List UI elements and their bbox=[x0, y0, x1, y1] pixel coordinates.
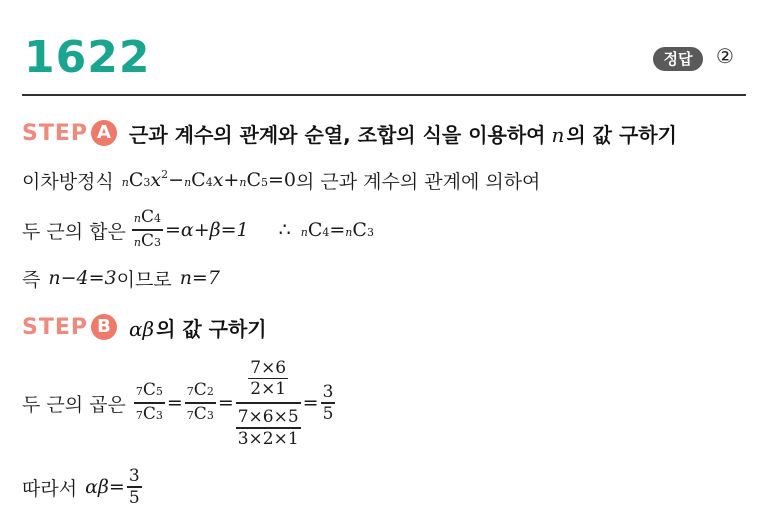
final-fraction bbox=[127, 466, 142, 508]
problem-number: 1622 bbox=[24, 32, 151, 83]
step-a-label: STEP bbox=[22, 120, 89, 146]
var-x: x bbox=[150, 169, 162, 191]
product-fraction-1 bbox=[134, 380, 165, 426]
sub-7: 7 bbox=[135, 385, 143, 399]
sub-n: n bbox=[121, 176, 129, 189]
sub-n: n bbox=[345, 226, 353, 239]
product-result-fraction bbox=[321, 382, 336, 424]
comb-c: C bbox=[191, 169, 206, 191]
inner-denominator-bottom: 3×2×1 bbox=[237, 428, 299, 449]
comb-c: C bbox=[128, 169, 144, 191]
comb-c: C bbox=[142, 403, 156, 424]
sub-7: 7 bbox=[186, 385, 194, 399]
step-b-title bbox=[129, 313, 267, 342]
sub-5: 5 bbox=[155, 385, 163, 399]
step-a-title-post: 의 값 구하기 bbox=[566, 122, 677, 147]
sub-7: 7 bbox=[186, 408, 194, 422]
sub-4: 4 bbox=[205, 176, 213, 189]
step-a-title bbox=[129, 119, 677, 148]
plus-sign: + bbox=[223, 169, 240, 191]
line5-text-pre: 따라서 bbox=[22, 477, 78, 500]
main-fraction-bar bbox=[236, 402, 301, 404]
sub-n: n bbox=[184, 176, 192, 189]
equals-sign: = bbox=[217, 392, 234, 414]
sub-4: 4 bbox=[153, 212, 161, 226]
header-divider bbox=[22, 94, 746, 96]
sub-n: n bbox=[133, 212, 141, 226]
exponent-2: 2 bbox=[161, 168, 169, 181]
comb-c: C bbox=[193, 403, 207, 424]
quadratic-equation bbox=[122, 169, 296, 191]
n-value: n=7 bbox=[179, 267, 220, 289]
step-a-heading bbox=[22, 116, 677, 150]
comb-c: C bbox=[142, 380, 156, 401]
inner-numerator-top: 7×6 bbox=[250, 357, 287, 378]
conclusion-equation bbox=[301, 219, 374, 241]
var-x: x bbox=[212, 169, 224, 191]
comb-c: C bbox=[246, 169, 261, 191]
inner-numerator-bottom: 2×1 bbox=[250, 379, 287, 399]
step-a-title-var: n bbox=[551, 122, 565, 147]
step-b-heading bbox=[22, 310, 267, 344]
answer-badge: 정답 bbox=[653, 47, 703, 71]
sub-3: 3 bbox=[153, 235, 161, 249]
sub-3: 3 bbox=[366, 226, 374, 239]
comb-c: C bbox=[193, 380, 207, 401]
equation-line bbox=[22, 164, 540, 196]
sub-n: n bbox=[239, 176, 247, 189]
step-b-title-var: αβ bbox=[129, 316, 155, 341]
n-equation: n−4=3 bbox=[48, 267, 117, 289]
final-denominator: 5 bbox=[128, 487, 140, 508]
comb-c: C bbox=[307, 219, 323, 241]
step-b-letter-badge: B bbox=[91, 314, 117, 340]
comb-c: C bbox=[352, 219, 367, 241]
minus-sign: − bbox=[168, 169, 185, 191]
sub-3: 3 bbox=[206, 408, 214, 422]
inner-denominator-top: 7×6×5 bbox=[237, 407, 299, 427]
fraction-2-denominator bbox=[185, 404, 216, 426]
compound-fraction bbox=[236, 358, 301, 449]
step-a-title-pre: 근과 계수의 관계와 순열, 조합의 식을 이용하여 bbox=[129, 122, 546, 147]
sum-fraction bbox=[132, 207, 163, 253]
equals-sign: = bbox=[329, 219, 346, 241]
line3-text-mid: 이므로 bbox=[116, 268, 172, 291]
equals-zero: =0 bbox=[267, 169, 296, 191]
comb-c: C bbox=[140, 207, 154, 228]
compound-denominator bbox=[236, 407, 301, 449]
therefore-symbol: ∴ bbox=[278, 219, 291, 241]
sub-3: 3 bbox=[143, 176, 151, 189]
line3-text-pre: 즉 bbox=[22, 268, 41, 291]
answer-value: ② bbox=[716, 44, 734, 68]
step-a-letter-badge: A bbox=[91, 120, 117, 146]
step-b-label: STEP bbox=[22, 314, 89, 340]
sum-fraction-denominator bbox=[132, 231, 163, 253]
sub-4: 4 bbox=[322, 226, 330, 239]
sub-3: 3 bbox=[155, 408, 163, 422]
step-b-title-post: 의 값 구하기 bbox=[156, 316, 267, 341]
fraction-2-numerator bbox=[185, 380, 216, 402]
fraction-1-denominator bbox=[134, 404, 165, 426]
equals-sign: = bbox=[166, 392, 183, 414]
product-fraction-2 bbox=[185, 380, 216, 426]
sub-n: n bbox=[133, 235, 141, 249]
final-answer-line bbox=[22, 462, 144, 512]
header bbox=[0, 0, 770, 100]
sum-fraction-numerator bbox=[132, 207, 163, 229]
product-of-roots-line bbox=[22, 352, 337, 454]
result-denominator: 5 bbox=[322, 403, 334, 424]
sub-2: 2 bbox=[206, 385, 214, 399]
line2-text-pre: 두 근의 합은 bbox=[22, 220, 126, 243]
final-numerator: 3 bbox=[128, 466, 140, 487]
fraction-1-numerator bbox=[134, 380, 165, 402]
sub-7: 7 bbox=[135, 408, 143, 422]
sub-n: n bbox=[300, 226, 308, 239]
n-result-line bbox=[22, 262, 220, 294]
equals-sign: = bbox=[302, 392, 319, 414]
final-lhs: αβ= bbox=[85, 476, 125, 498]
result-numerator: 3 bbox=[322, 382, 334, 403]
line4-text-pre: 두 근의 곱은 bbox=[22, 393, 126, 416]
sum-of-roots-line bbox=[22, 204, 374, 256]
line1-text-post: 의 근과 계수의 관계에 의하여 bbox=[296, 170, 541, 193]
line1-text-pre: 이차방정식 bbox=[22, 170, 114, 193]
compound-numerator bbox=[248, 358, 288, 400]
sub-5: 5 bbox=[260, 176, 268, 189]
comb-c: C bbox=[140, 230, 154, 251]
sum-rhs: =α+β=1 bbox=[164, 219, 249, 241]
